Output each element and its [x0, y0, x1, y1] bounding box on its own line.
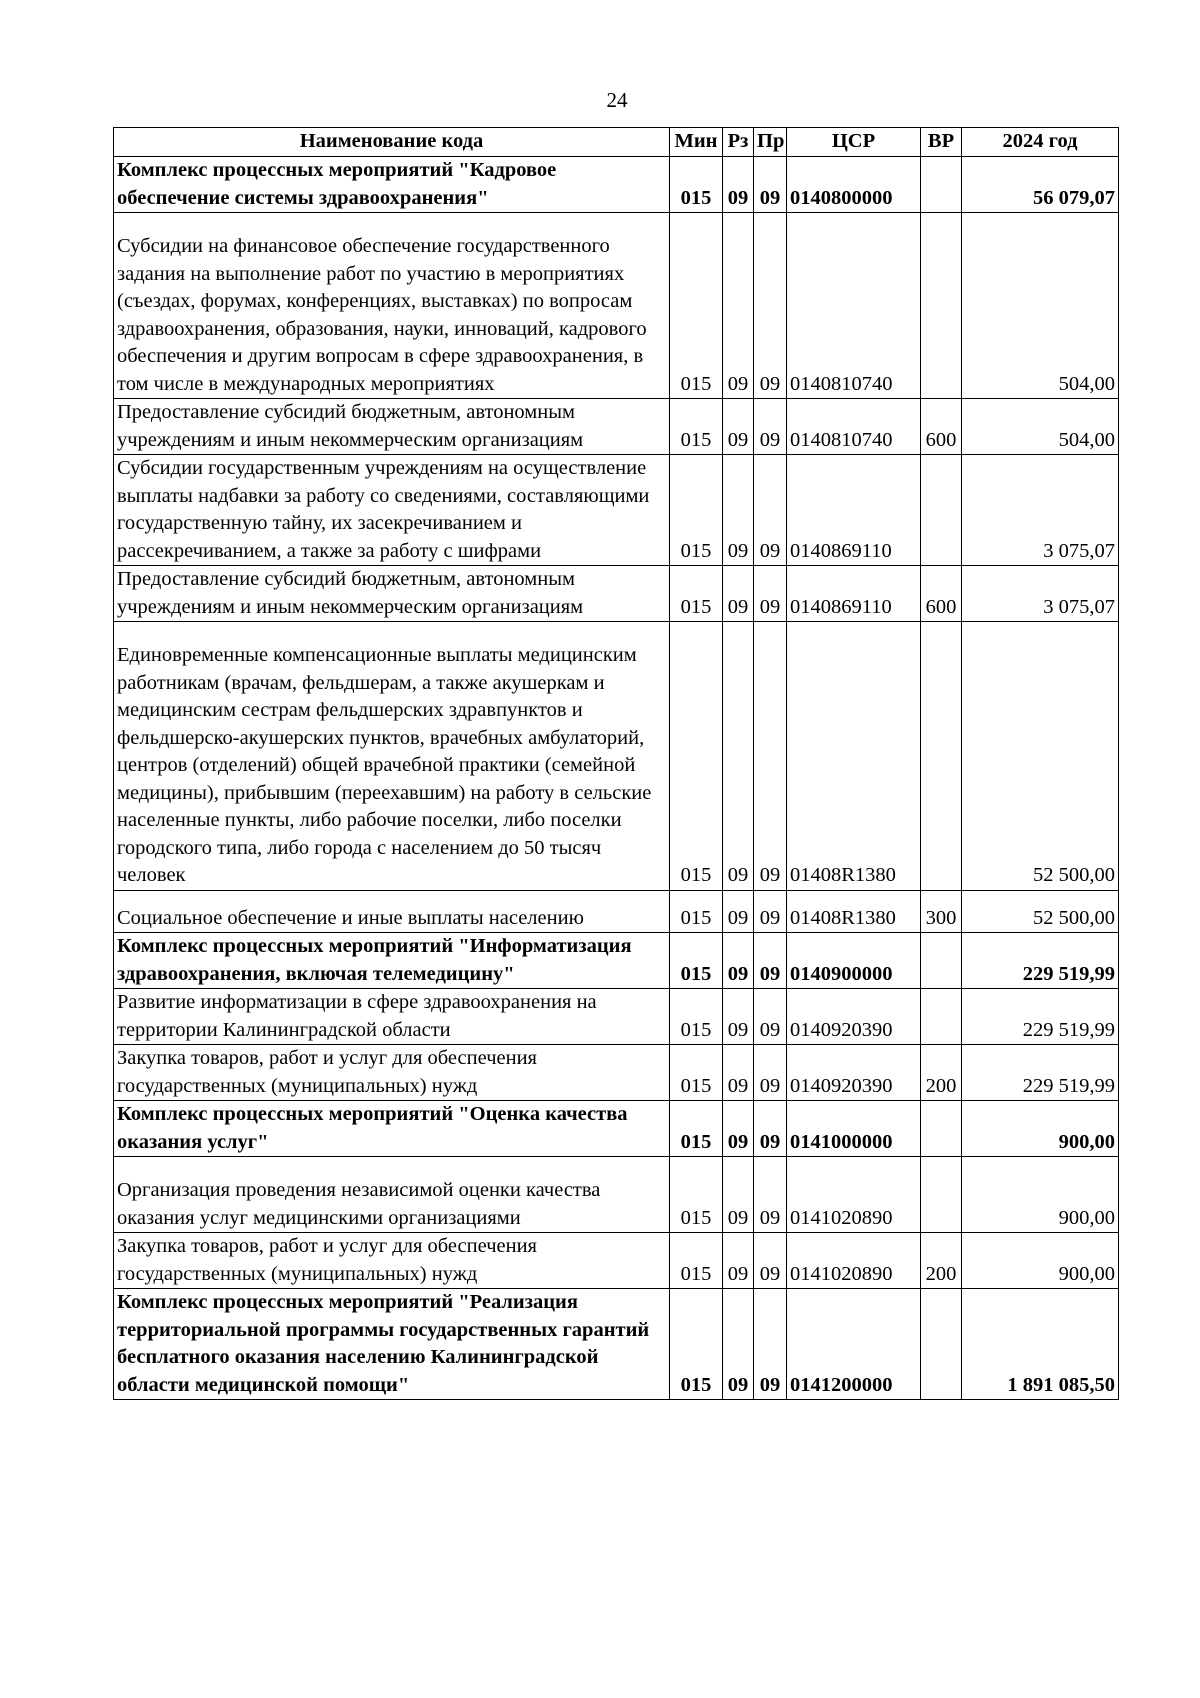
table-row [114, 933, 1119, 989]
row-pr: 09 [754, 213, 787, 399]
row-name: Закупка товаров, работ и услуг для обеспечения государственных (муниципальных) нужд [114, 1233, 670, 1289]
row-rz: 09 [723, 989, 754, 1045]
row-amount: 229 519,99 [962, 989, 1119, 1045]
row-min: 015 [670, 890, 723, 933]
row-amount: 3 075,07 [962, 455, 1119, 566]
header-year: 2024 год [962, 128, 1119, 157]
row-amount: 56 079,07 [962, 157, 1119, 213]
row-name: Социальное обеспечение и иные выплаты населению [114, 890, 670, 933]
row-csr: 0140869110 [787, 455, 921, 566]
row-min: 015 [670, 989, 723, 1045]
row-csr: 0140900000 [787, 933, 921, 989]
row-name: Закупка товаров, работ и услуг для обеспечения государственных (муниципальных) нужд [114, 1045, 670, 1101]
table-row [114, 213, 1119, 399]
row-vr: 600 [921, 566, 962, 622]
table-row [114, 1101, 1119, 1157]
row-rz: 09 [723, 157, 754, 213]
row-pr: 09 [754, 157, 787, 213]
row-amount: 504,00 [962, 213, 1119, 399]
row-rz: 09 [723, 566, 754, 622]
row-amount: 900,00 [962, 1157, 1119, 1233]
row-vr [921, 1157, 962, 1233]
table-row [114, 1289, 1119, 1400]
row-vr [921, 213, 962, 399]
row-csr: 0141000000 [787, 1101, 921, 1157]
header-csr: ЦСР [787, 128, 921, 157]
table-row [114, 399, 1119, 455]
page-number: 24 [606, 88, 628, 112]
row-vr: 600 [921, 399, 962, 455]
row-rz: 09 [723, 213, 754, 399]
row-name: Комплекс процессных мероприятий "Кадровое обеспечение системы здравоохранения" [114, 157, 670, 213]
row-amount: 504,00 [962, 399, 1119, 455]
row-amount: 229 519,99 [962, 933, 1119, 989]
row-amount: 52 500,00 [962, 622, 1119, 891]
row-pr: 09 [754, 622, 787, 891]
row-csr: 0140810740 [787, 213, 921, 399]
row-min: 015 [670, 1157, 723, 1233]
row-pr: 09 [754, 1233, 787, 1289]
table-row [114, 157, 1119, 213]
row-min: 015 [670, 1233, 723, 1289]
header-row [114, 128, 1119, 157]
row-amount: 52 500,00 [962, 890, 1119, 933]
row-csr: 0141020890 [787, 1157, 921, 1233]
row-min: 015 [670, 1289, 723, 1400]
row-csr: 0140800000 [787, 157, 921, 213]
table-row [114, 455, 1119, 566]
table-row [114, 622, 1119, 891]
row-csr: 0140810740 [787, 399, 921, 455]
row-name: Субсидии на финансовое обеспечение государственного задания на выполнение работ по участию в мероприятиях (съездах, форумах, конференциях, выставках) по вопросам здравоохранения, образования, науки, инноваций, кадрового обеспечения и другим вопросам в сфере здравоохранения, в том числе в международных мероприятиях [114, 213, 670, 399]
row-vr: 200 [921, 1233, 962, 1289]
budget-table [113, 127, 1119, 1400]
row-vr: 200 [921, 1045, 962, 1101]
table-row [114, 1045, 1119, 1101]
row-amount: 900,00 [962, 1101, 1119, 1157]
row-name: Предоставление субсидий бюджетным, автономным учреждениям и иным некоммерческим организациям [114, 566, 670, 622]
row-rz: 09 [723, 455, 754, 566]
header-min: Мин [670, 128, 723, 157]
row-vr [921, 157, 962, 213]
row-rz: 09 [723, 399, 754, 455]
row-min: 015 [670, 213, 723, 399]
row-min: 015 [670, 622, 723, 891]
row-min: 015 [670, 933, 723, 989]
row-min: 015 [670, 1101, 723, 1157]
row-min: 015 [670, 1045, 723, 1101]
row-rz: 09 [723, 890, 754, 933]
row-rz: 09 [723, 1045, 754, 1101]
row-pr: 09 [754, 890, 787, 933]
row-vr: 300 [921, 890, 962, 933]
table-row [114, 890, 1119, 933]
row-vr [921, 933, 962, 989]
row-rz: 09 [723, 1157, 754, 1233]
row-pr: 09 [754, 1289, 787, 1400]
row-csr: 0140869110 [787, 566, 921, 622]
row-csr: 01408R1380 [787, 622, 921, 891]
row-rz: 09 [723, 1101, 754, 1157]
row-name: Развитие информатизации в сфере здравоохранения на территории Калининградской области [114, 989, 670, 1045]
row-pr: 09 [754, 455, 787, 566]
row-vr [921, 989, 962, 1045]
row-csr: 0141200000 [787, 1289, 921, 1400]
row-rz: 09 [723, 933, 754, 989]
row-pr: 09 [754, 399, 787, 455]
header-rz: Рз [723, 128, 754, 157]
row-rz: 09 [723, 1233, 754, 1289]
row-rz: 09 [723, 622, 754, 891]
row-name: Единовременные компенсационные выплаты медицинским работникам (врачам, фельдшерам, а также акушеркам и медицинским сестрам фельдшерских здравпунктов и фельдшерско-акушерских пунктов, врачебных амбулаторий, центров (отделений) общей врачебной практики (семейной медицины), прибывшим (переехавшим) на работу в сельские населенные пункты, либо рабочие поселки, либо поселки городского типа, либо города с населением до 50 тысяч человек [114, 622, 670, 891]
row-pr: 09 [754, 566, 787, 622]
row-pr: 09 [754, 1101, 787, 1157]
row-min: 015 [670, 566, 723, 622]
row-amount: 229 519,99 [962, 1045, 1119, 1101]
row-name: Субсидии государственным учреждениям на осуществление выплаты надбавки за работу со сведениями, составляющими государственную тайну, их засекречиванием и рассекречиванием, а также за работу с шифрами [114, 455, 670, 566]
table-row [114, 989, 1119, 1045]
row-name: Организация проведения независимой оценки качества оказания услуг медицинскими организациями [114, 1157, 670, 1233]
header-pr: Пр [754, 128, 787, 157]
row-pr: 09 [754, 1157, 787, 1233]
row-vr [921, 1289, 962, 1400]
header-name: Наименование кода [114, 128, 670, 157]
row-csr: 01408R1380 [787, 890, 921, 933]
row-pr: 09 [754, 989, 787, 1045]
row-name: Комплекс процессных мероприятий "Оценка качества оказания услуг" [114, 1101, 670, 1157]
row-amount: 900,00 [962, 1233, 1119, 1289]
row-min: 015 [670, 157, 723, 213]
row-csr: 0140920390 [787, 989, 921, 1045]
table-row [114, 1157, 1119, 1233]
row-min: 015 [670, 455, 723, 566]
row-vr [921, 622, 962, 891]
row-vr [921, 455, 962, 566]
row-csr: 0140920390 [787, 1045, 921, 1101]
row-pr: 09 [754, 933, 787, 989]
row-name: Комплекс процессных мероприятий "Информатизация здравоохранения, включая телемедицину" [114, 933, 670, 989]
table-row [114, 566, 1119, 622]
row-amount: 3 075,07 [962, 566, 1119, 622]
header-vr: ВР [921, 128, 962, 157]
row-name: Предоставление субсидий бюджетным, автономным учреждениям и иным некоммерческим организациям [114, 399, 670, 455]
row-vr [921, 1101, 962, 1157]
row-amount: 1 891 085,50 [962, 1289, 1119, 1400]
row-pr: 09 [754, 1045, 787, 1101]
row-min: 015 [670, 399, 723, 455]
row-rz: 09 [723, 1289, 754, 1400]
row-csr: 0141020890 [787, 1233, 921, 1289]
row-name: Комплекс процессных мероприятий "Реализация территориальной программы государственных гарантий бесплатного оказания населению Калининградской области медицинской помощи" [114, 1289, 670, 1400]
table-row [114, 1233, 1119, 1289]
